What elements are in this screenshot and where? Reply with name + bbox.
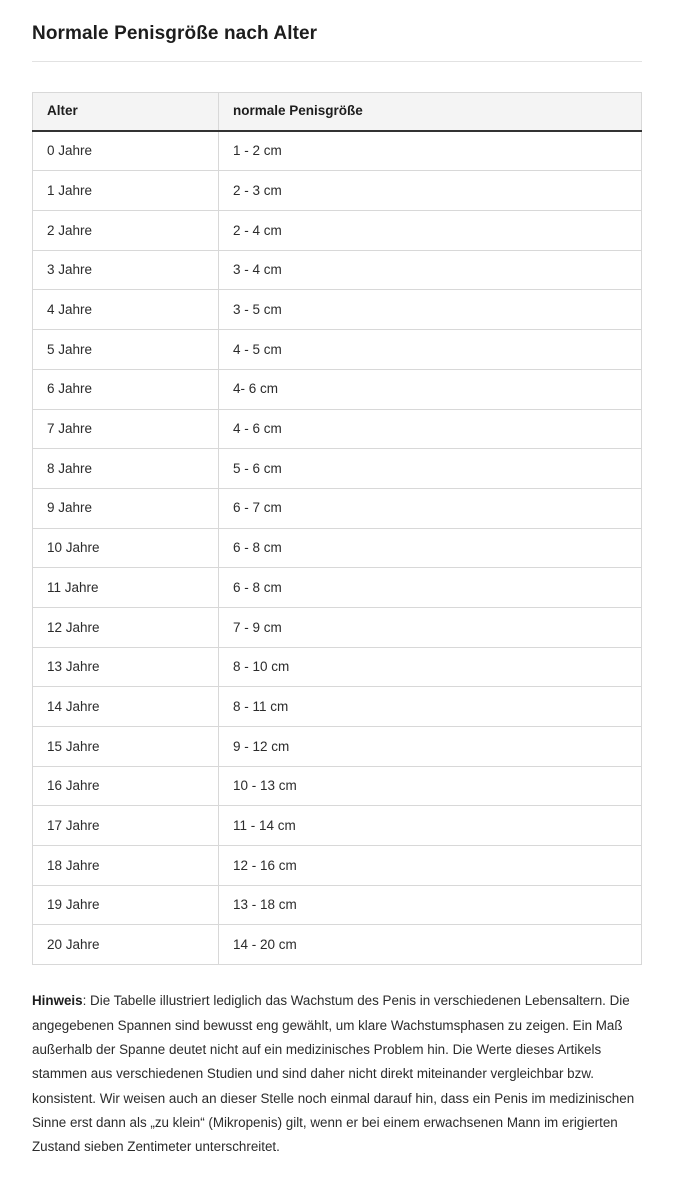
- cell-size: 12 - 16 cm: [219, 846, 642, 886]
- table-row: [33, 290, 642, 330]
- cell-size: 3 - 5 cm: [219, 290, 642, 330]
- cell-age: 12 Jahre: [33, 607, 219, 647]
- penis-size-by-age-table: [32, 92, 642, 965]
- cell-size: 8 - 10 cm: [219, 647, 642, 687]
- page-title: Normale Penisgröße nach Alter: [32, 23, 318, 44]
- cell-age: 20 Jahre: [33, 925, 219, 965]
- cell-size: 10 - 13 cm: [219, 766, 642, 806]
- cell-size: 8 - 11 cm: [219, 687, 642, 727]
- cell-age: 8 Jahre: [33, 449, 219, 489]
- table-header-row: [33, 92, 642, 131]
- cell-age: 19 Jahre: [33, 885, 219, 925]
- cell-size: 6 - 7 cm: [219, 488, 642, 528]
- table-row: [33, 925, 642, 965]
- table-body: [33, 131, 642, 965]
- table-row: [33, 171, 642, 211]
- table-row: [33, 885, 642, 925]
- cell-age: 11 Jahre: [33, 568, 219, 608]
- note-label: Hinweis: [32, 993, 83, 1009]
- table-row: [33, 409, 642, 449]
- column-header-size: normale Penisgröße: [219, 92, 642, 131]
- table-row: [33, 488, 642, 528]
- table-row: [33, 528, 642, 568]
- table-header: [33, 92, 642, 131]
- cell-size: 6 - 8 cm: [219, 568, 642, 608]
- note-paragraph: [32, 989, 642, 1160]
- cell-age: 16 Jahre: [33, 766, 219, 806]
- table-row: [33, 647, 642, 687]
- cell-size: 4 - 5 cm: [219, 330, 642, 370]
- cell-age: 13 Jahre: [33, 647, 219, 687]
- cell-size: 2 - 3 cm: [219, 171, 642, 211]
- cell-size: 11 - 14 cm: [219, 806, 642, 846]
- cell-age: 17 Jahre: [33, 806, 219, 846]
- table-row: [33, 687, 642, 727]
- note-text: : Die Tabelle illustriert lediglich das Wachstum des Penis in verschiedenen Lebensaltern. Die angegebenen Spannen sind bewusst eng gewählt, um klare Wachstumsphasen zu zeigen. Ein Maß außerhalb der Spanne deutet nicht auf ein medizinisches Problem hin. Die Werte dieses Artikels stammen aus verschiedenen Studien und sind daher nicht direkt miteinander vergleichbar bzw. konsistent. Wir weisen auch an dieser Stelle noch einmal darauf hin, dass ein Penis im medizinischen Sinne erst dann als „zu klein“ (Mikropenis) gilt, wenn er bei einem erwachsenen Mann im erigierten Zustand sieben Zentimeter unterschreitet.: [32, 993, 635, 1155]
- table-row: [33, 449, 642, 489]
- cell-size: 13 - 18 cm: [219, 885, 642, 925]
- table-row: [33, 369, 642, 409]
- cell-age: 5 Jahre: [33, 330, 219, 370]
- cell-age: 9 Jahre: [33, 488, 219, 528]
- cell-size: 3 - 4 cm: [219, 250, 642, 290]
- column-header-age: Alter: [33, 92, 219, 131]
- table-row: [33, 846, 642, 886]
- table-row: [33, 330, 642, 370]
- table-row: [33, 727, 642, 767]
- cell-age: 18 Jahre: [33, 846, 219, 886]
- cell-size: 9 - 12 cm: [219, 727, 642, 767]
- cell-age: 2 Jahre: [33, 211, 219, 251]
- cell-age: 14 Jahre: [33, 687, 219, 727]
- table-row: [33, 766, 642, 806]
- cell-age: 6 Jahre: [33, 369, 219, 409]
- table-row: [33, 568, 642, 608]
- cell-size: 6 - 8 cm: [219, 528, 642, 568]
- cell-size: 7 - 9 cm: [219, 607, 642, 647]
- cell-age: 15 Jahre: [33, 727, 219, 767]
- cell-size: 4- 6 cm: [219, 369, 642, 409]
- table-row: [33, 806, 642, 846]
- cell-age: 0 Jahre: [33, 131, 219, 171]
- cell-size: 1 - 2 cm: [219, 131, 642, 171]
- title-divider: [32, 61, 642, 62]
- cell-age: 10 Jahre: [33, 528, 219, 568]
- cell-size: 4 - 6 cm: [219, 409, 642, 449]
- cell-age: 1 Jahre: [33, 171, 219, 211]
- table-row: [33, 131, 642, 171]
- table-row: [33, 250, 642, 290]
- table-row: [33, 211, 642, 251]
- cell-size: 5 - 6 cm: [219, 449, 642, 489]
- cell-age: 7 Jahre: [33, 409, 219, 449]
- cell-size: 2 - 4 cm: [219, 211, 642, 251]
- cell-age: 4 Jahre: [33, 290, 219, 330]
- cell-age: 3 Jahre: [33, 250, 219, 290]
- cell-size: 14 - 20 cm: [219, 925, 642, 965]
- table-row: [33, 607, 642, 647]
